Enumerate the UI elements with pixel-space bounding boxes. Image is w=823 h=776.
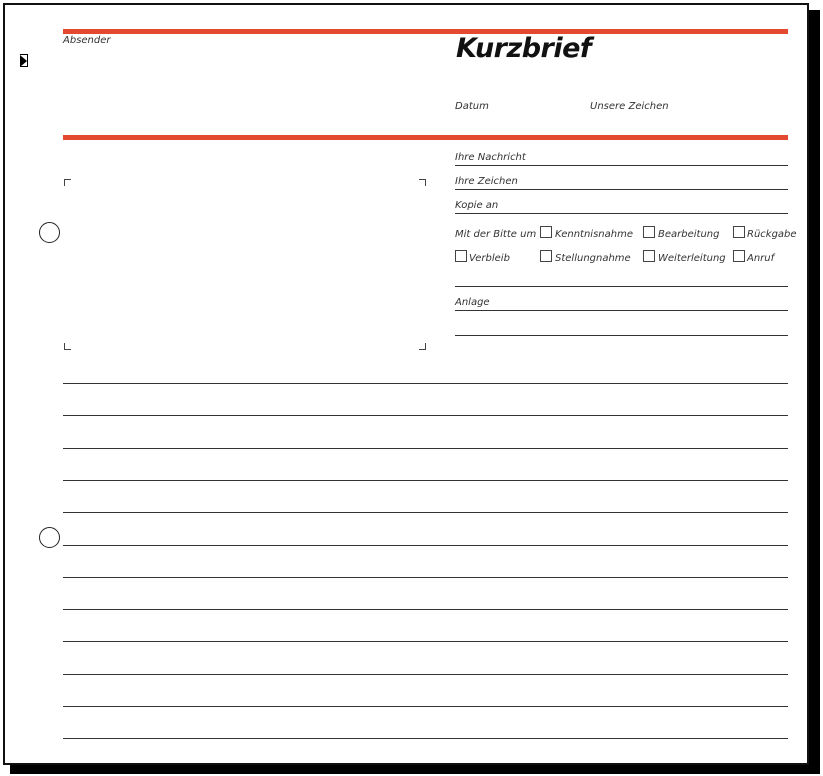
writing-line[interactable] xyxy=(63,674,788,675)
your-reference-label: Ihre Zeichen xyxy=(455,176,518,187)
top-red-rule xyxy=(63,29,788,34)
address-window-corner xyxy=(64,179,71,186)
fold-marker-line xyxy=(20,54,28,67)
writing-line[interactable] xyxy=(63,512,788,513)
your-message-label: Ihre Nachricht xyxy=(455,152,526,163)
writing-line[interactable] xyxy=(63,480,788,481)
option-label: Anruf xyxy=(747,253,775,264)
request-label: Mit der Bitte um xyxy=(455,229,537,240)
copy-to-label: Kopie an xyxy=(455,200,499,211)
option-label: Bearbeitung xyxy=(658,229,720,240)
form-title: Kurzbrief xyxy=(456,33,592,64)
date-label: Datum xyxy=(455,101,489,112)
option-label: Weiterleitung xyxy=(658,253,726,264)
checkbox-bearbeitung[interactable] xyxy=(643,226,655,238)
attachment-field[interactable] xyxy=(455,310,788,311)
option-label: Verbleib xyxy=(469,253,510,264)
writing-line[interactable] xyxy=(63,383,788,384)
checkbox-anruf[interactable] xyxy=(733,250,745,262)
sender-label: Absender xyxy=(63,35,111,46)
attachment-label: Anlage xyxy=(455,297,490,308)
our-reference-label: Unsere Zeichen xyxy=(590,101,669,112)
option-label: Kenntnisnahme xyxy=(555,229,633,240)
writing-line[interactable] xyxy=(63,738,788,739)
checkbox-verbleib[interactable] xyxy=(455,250,467,262)
checkbox-kenntnisnahme[interactable] xyxy=(540,226,552,238)
punch-hole-icon xyxy=(39,527,60,548)
address-window-corner xyxy=(419,179,426,186)
writing-line[interactable] xyxy=(63,641,788,642)
form-page xyxy=(3,3,809,765)
writing-line[interactable] xyxy=(63,706,788,707)
address-window-corner xyxy=(64,343,71,350)
writing-line[interactable] xyxy=(63,609,788,610)
separator-line xyxy=(455,286,788,287)
your-message-field[interactable] xyxy=(455,165,788,166)
copy-to-field[interactable] xyxy=(455,213,788,214)
checkbox-rueckgabe[interactable] xyxy=(733,226,745,238)
middle-red-rule xyxy=(63,135,788,140)
writing-line[interactable] xyxy=(63,577,788,578)
option-label: Rückgabe xyxy=(747,229,797,240)
checkbox-weiterleitung[interactable] xyxy=(643,250,655,262)
your-reference-field[interactable] xyxy=(455,189,788,190)
attachment-field-2[interactable] xyxy=(455,335,788,336)
checkbox-stellungnahme[interactable] xyxy=(540,250,552,262)
writing-line[interactable] xyxy=(63,448,788,449)
address-window-corner xyxy=(419,343,426,350)
option-label: Stellungnahme xyxy=(555,253,631,264)
punch-hole-icon xyxy=(39,222,60,243)
writing-line[interactable] xyxy=(63,415,788,416)
writing-line[interactable] xyxy=(63,545,788,546)
